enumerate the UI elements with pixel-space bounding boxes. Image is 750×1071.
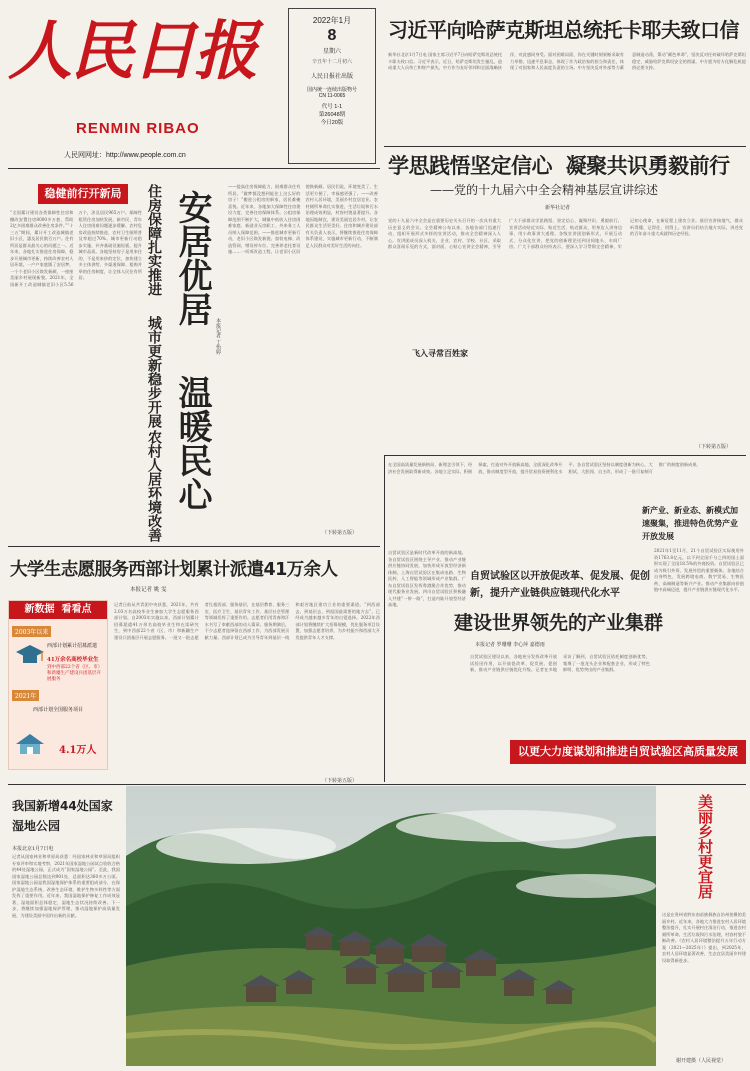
infographic-label-1: 西部计划累计招募派遣 bbox=[47, 643, 98, 649]
continued-note: （下转第五版） bbox=[322, 778, 358, 784]
byline: 本报北京1月7日电 bbox=[12, 846, 54, 852]
article-body: ——提高住房保障能力，困难群众住有所居。“做梦都没想到能住上这么好的房子！”搬进公租房的新家，居民难掩喜悦。近年来，各地加大保障性住房建设力度，完善住房保障体系。公租房保障范围不断扩大，城镇中低收入住房困难家庭、新就业无房职工、外来务工人员纳入保障范围。——推进城市更新行动，老旧小区焕发新貌。加装电梯、改造管网、增设停车位、完善养老托育设施……一项项改造工程，让老旧小区旧貌换新颜。居民们说，环境变美了，生活更方便了，幸福感更强了。——改善农村人居环境，美丽乡村宜居宜业。农村厕所革命扎实推进，生活垃圾和污水治理成效明显，村容村貌显著提升。各地因地制宜，建设美丽宜居乡村，让农民群众生活更美好。住房和城乡建设部有关负责人表示，将继续推进住房保障体系建设，实施城市更新行动，不断满足人民群众对美好生活的向往。 bbox=[228, 184, 378, 254]
byline: 新华社记者 bbox=[545, 205, 571, 211]
headline-subtitle: ——党的十九届六中全会精神基层宣讲综述 bbox=[430, 183, 659, 197]
byline: 本报记者 姚 雯 bbox=[130, 587, 167, 593]
masthead-pinyin: RENMIN RIBAO bbox=[76, 120, 200, 137]
village-photo bbox=[126, 786, 656, 1066]
serial-number: CN 11-0065 bbox=[318, 93, 346, 99]
infographic-stat-2: 4.1万人 bbox=[59, 745, 97, 756]
date-lunar: 辛丑年十二月初六 bbox=[311, 59, 352, 65]
headline-study-practice[interactable]: 学思践悟坚定信心 凝聚共识勇毅前行 bbox=[388, 154, 730, 178]
article-body: 自贸试验区建设以来，各地充分发挥改革开放试验田作用，以开放促改革、促发展、促创新，推动产业链供应链优化升级。记者在多地采访了解到，自贸试验区依托制度创新优势，集聚了一批龙头企业和配套企业，形成了特色鲜明、优势突出的产业集群。 bbox=[470, 654, 650, 672]
article-body: 记者从国家林业和草原局获悉：经国家林业和草原局组织专家评审和实地考察，2021年国家湿地公园试点验收合格的44处湿地公园，正式成为“国家湿地公园”。至此，我国国家湿地公园总数达到901处，总面积达360多万公顷。国家湿地公园是我国湿地保护体系的重要组成部分，在保护湿地生态系统、改善生态环境、维护生物多样性等方面发挥了重要作用。近年来，我国湿地保护修复工作成效显著，湿地面积总体稳定，湿地生态状况持续改善。下一步，将继续加强湿地保护管理，推动湿地保护高质量发展，为建设美丽中国作出新的贡献。 bbox=[12, 854, 120, 918]
post-code: 代号 1-1 bbox=[321, 104, 343, 110]
continued-note: （下转第五版） bbox=[322, 530, 358, 536]
feature-deck-1: 住房保障扎实推进 bbox=[146, 184, 162, 296]
trade-banner: 以更大力度谋划和推进自贸试验区高质量发展 bbox=[510, 740, 746, 764]
byline: 本报记者 罗珊珊 李心萍 嘉德雨 bbox=[475, 642, 545, 648]
headline-volunteers[interactable]: 大学生志愿服务西部计划累计派遣41万余人 bbox=[10, 560, 338, 580]
trade-title[interactable]: 建设世界领先的产业集群 bbox=[454, 612, 664, 634]
continued-note: （下转第五版） bbox=[696, 444, 732, 450]
page-count: 今日20版 bbox=[320, 120, 344, 126]
article-body: 2021年1至11月，21个自贸试验区实际使用外资1763.8亿元，以不到全国千分之四的国土面积实现了全国18.5%的外商投资。自贸试验区已成为吸引外资、发展外贸的重要载体。各地结合自身特色，发展跨境电商、数字贸易、生物医药、高端制造等新兴产业。推动产业集群向价值链中高端迈进，提升产业链供应链现代化水平。 bbox=[654, 548, 744, 592]
infographic-stat-1: 41万余名高校毕业生 bbox=[47, 657, 99, 663]
headline-xi-letter[interactable]: 习近平向哈萨克斯坦总统托卡耶夫致口信 bbox=[388, 18, 739, 42]
date-year-month: 2022年1月 bbox=[312, 16, 352, 25]
infographic bbox=[8, 600, 108, 770]
article-body: 记者日前从共青团中央获悉，2021年，共有2.03万名高校毕业生参加大学生志愿服务西部计划。自2003年实施以来，西部计划累计招募派遣41万余名高校毕业生和在读研究生，到中西部22个省（区、市）和新疆生产建设兵团基层开展志愿服务。一批又一批志愿者扎根西部、服务基层，在基层教育、服务三农、医疗卫生、基层青年工作、基层社会管理等领域发挥了重要作用。志愿者们用青春和汗水书写了奉献西部的动人篇章。服务期满后，不少志愿者选择留在西部工作，为西部发展贡献力量。西部计划已成为引导青年到基层一线和艰苦地区建功立业的重要渠道。“到西部去、到基层去、到祖国最需要的地方去”，已经成为越来越多青年的自觉选择。2022年西部计划将继续扩大招募规模，优化服务项目设置，加强志愿者培养，为乡村振兴和西部大开发提供青年人才支撑。 bbox=[114, 602, 380, 640]
infographic-year-2: 2021年 bbox=[12, 690, 39, 701]
masthead bbox=[8, 6, 280, 166]
date-weekday: 星期六 bbox=[322, 49, 341, 55]
article-body: 党的十九届六中全会是在重要历史关头召开的一次具有重大历史意义的会议。全会精神公布以来，各地各部门迅速行动，组织开展形式多样的宣讲活动，推动全会精神深入人心。宣讲团成员深入机关、企业、农村、学校、社区，采取群众喜闻乐见的方式，面对面、心贴心宣讲全会精神，引导广大干部群众学思践悟、坚定信心、凝聚共识、勇毅前行。宣讲活动贴近实际、贴近生活、贴近群众，用身边人讲身边事，用小故事讲大道理。各级宣讲团创新形式，开展互动式、分众化宣讲，把党的创新理论送到田间地头、车间厂房。广大干部群众纷纷表示，要深入学习贯彻全会精神，牢记初心使命，在新征程上建功立业。基层宣讲接地气，群众听得懂、记得住、用得上。宣讲员们结合地方实际，讲述党的百年奋斗重大成就和历史经验。 bbox=[388, 218, 743, 249]
article-body: 新华社北京1月7日电 国家主席习近平7日向哈萨克斯坦总统托卡耶夫致口信。习近平表示，近日，哈萨克斯坦发生骚乱，造成重大人员伤亡和财产损失。中方作为友好邻邦和全面战略伙伴，对此感同身受。面对困难局面，你在关键时刻果断采取有力举措，迅速平息事态，体现了作为政治家的担当和责任，体现了对国家和人民高度负责的立场。中方坚决反对外部势力蓄意制造动荡，策动“颜色革命”，坚决反对任何破坏哈萨克斯坦稳定、威胁哈萨克斯坦安全的图谋。中方愿为哈方化解危机提供必要支持。 bbox=[388, 52, 746, 70]
series-banner: 稳健前行开新局 bbox=[38, 184, 128, 204]
feature-byline: 本报记者 丁怡婷 bbox=[215, 318, 221, 355]
infographic-year: 2003年以来 bbox=[12, 626, 51, 637]
feature-title-1[interactable]: 安居优居 bbox=[172, 190, 212, 326]
feature-title-2[interactable]: 温暖民心 bbox=[172, 375, 212, 511]
serial-label: 国内统一连续出版物号 bbox=[306, 87, 357, 93]
publisher: 人民日报社出版 bbox=[310, 74, 353, 80]
masthead-title: 人民日报 bbox=[8, 14, 256, 89]
issue-number: 第26048期 bbox=[318, 112, 346, 118]
infographic-label-2: 西部计划全国服务项目 bbox=[33, 707, 84, 713]
website-url: 人民网网址：http://www.people.com.cn bbox=[64, 152, 186, 159]
graduation-icon bbox=[15, 643, 45, 667]
article-body: 在全国高质量发展新格局、新理念引领下，经济社会发展取得新成效。各地立足实际，积极探索，打造对外开放新高地。全面深化改革开放，推动制度型开放，提升贸易投资便利化水平。各自贸试验区坚持以制度创新为核心，大胆试、大胆闯、自主改，形成了一批可复制可推广的制度创新成果。 bbox=[388, 462, 701, 474]
infographic-banner: 新数据 看看点 bbox=[9, 601, 107, 619]
article-body: 自贸试验区是新时代改革开放的新高地。各自贸试验区围绕主导产业，推动产业链供应链协同发展，加快形成开放型经济新体制。上海自贸试验区在集成电路、生物医药、人工智能等领域形成产业集群。广东自贸试验区发挥粤港澳合作优势，推动现代服务业发展。四川自贸试验区积极融入共建“一带一路”，打造内陆开放型经济高地。 bbox=[388, 550, 466, 607]
infographic-desc-1: 到中西部22个省（区、市）和新疆生产建设兵团基层开展服务 bbox=[47, 665, 103, 682]
date-day: 8 bbox=[327, 27, 337, 44]
article-body: “全国累计建设各类保障性住房和棚改安置住房8000多万套，帮助2亿多困难群众改善住房条件。”“十三五”期间，累计开工改造城镇老旧小区，惠及居民数百万户。住有所居是群众最关心的问题之一。近年来，各地扎实推进住房保障，稳步开展城市更新，持续改善农村人居环境。一户户家庭圆了安居梦，一个个老旧小区焕发新颜，一座座美丽乡村展现新貌。2021年，全国新开工改造城镇老旧小区5.56万个，涉及居民965万户。保障性租赁住房加快发展，新市民、青年人住房困难问题逐步缓解。农村危房改造持续推进，农村卫生厕所普及率超过70%。城市更新行动稳步实施，补齐基础设施短板，提升城市品质。各地坚持房子是用来住的、不是用来炒的定位，加快建立多主体供给、多渠道保障、租购并举的住房制度，让全体人民住有所居。 bbox=[10, 210, 142, 287]
subsection-heading: 飞入寻常百姓家 bbox=[408, 346, 472, 361]
trade-deck: 自贸试验区以开放促改革、促发展、促创新，提升产业链供应链现代化水平 bbox=[470, 571, 650, 599]
date-box bbox=[288, 8, 376, 164]
house-icon bbox=[15, 733, 45, 755]
feature-deck-2: 城市更新稳步开展 bbox=[146, 316, 162, 428]
photo-credit: 谢开建摄（人民视觉） bbox=[676, 1058, 727, 1064]
wetland-title[interactable]: 我国新增44处国家湿地公园 bbox=[12, 799, 113, 833]
photo-caption-text: 这是在贵州省黔东南苗族侗族自治州拍摄的美丽乡村。近年来，各地大力推进农村人居环境整治提升，扎实开展村庄清洁行动，推进农村厕所革命、生活垃圾和污水治理，村容村貌不断改善。《农村人居环境整治提升五年行动方案（2021—2025年）》提出，到2025年，农村人居环境显著改善，生态宜居美丽乡村建设取得新进步。 bbox=[662, 912, 746, 963]
newbiz-title[interactable]: 新产业、新业态、新模式加速聚集，推进特色优势产业开放发展 bbox=[640, 502, 744, 545]
feature-deck-3: 农村人居环境改善 bbox=[146, 430, 162, 542]
photo-caption-title: 美丽乡村更宜居 bbox=[696, 794, 714, 899]
